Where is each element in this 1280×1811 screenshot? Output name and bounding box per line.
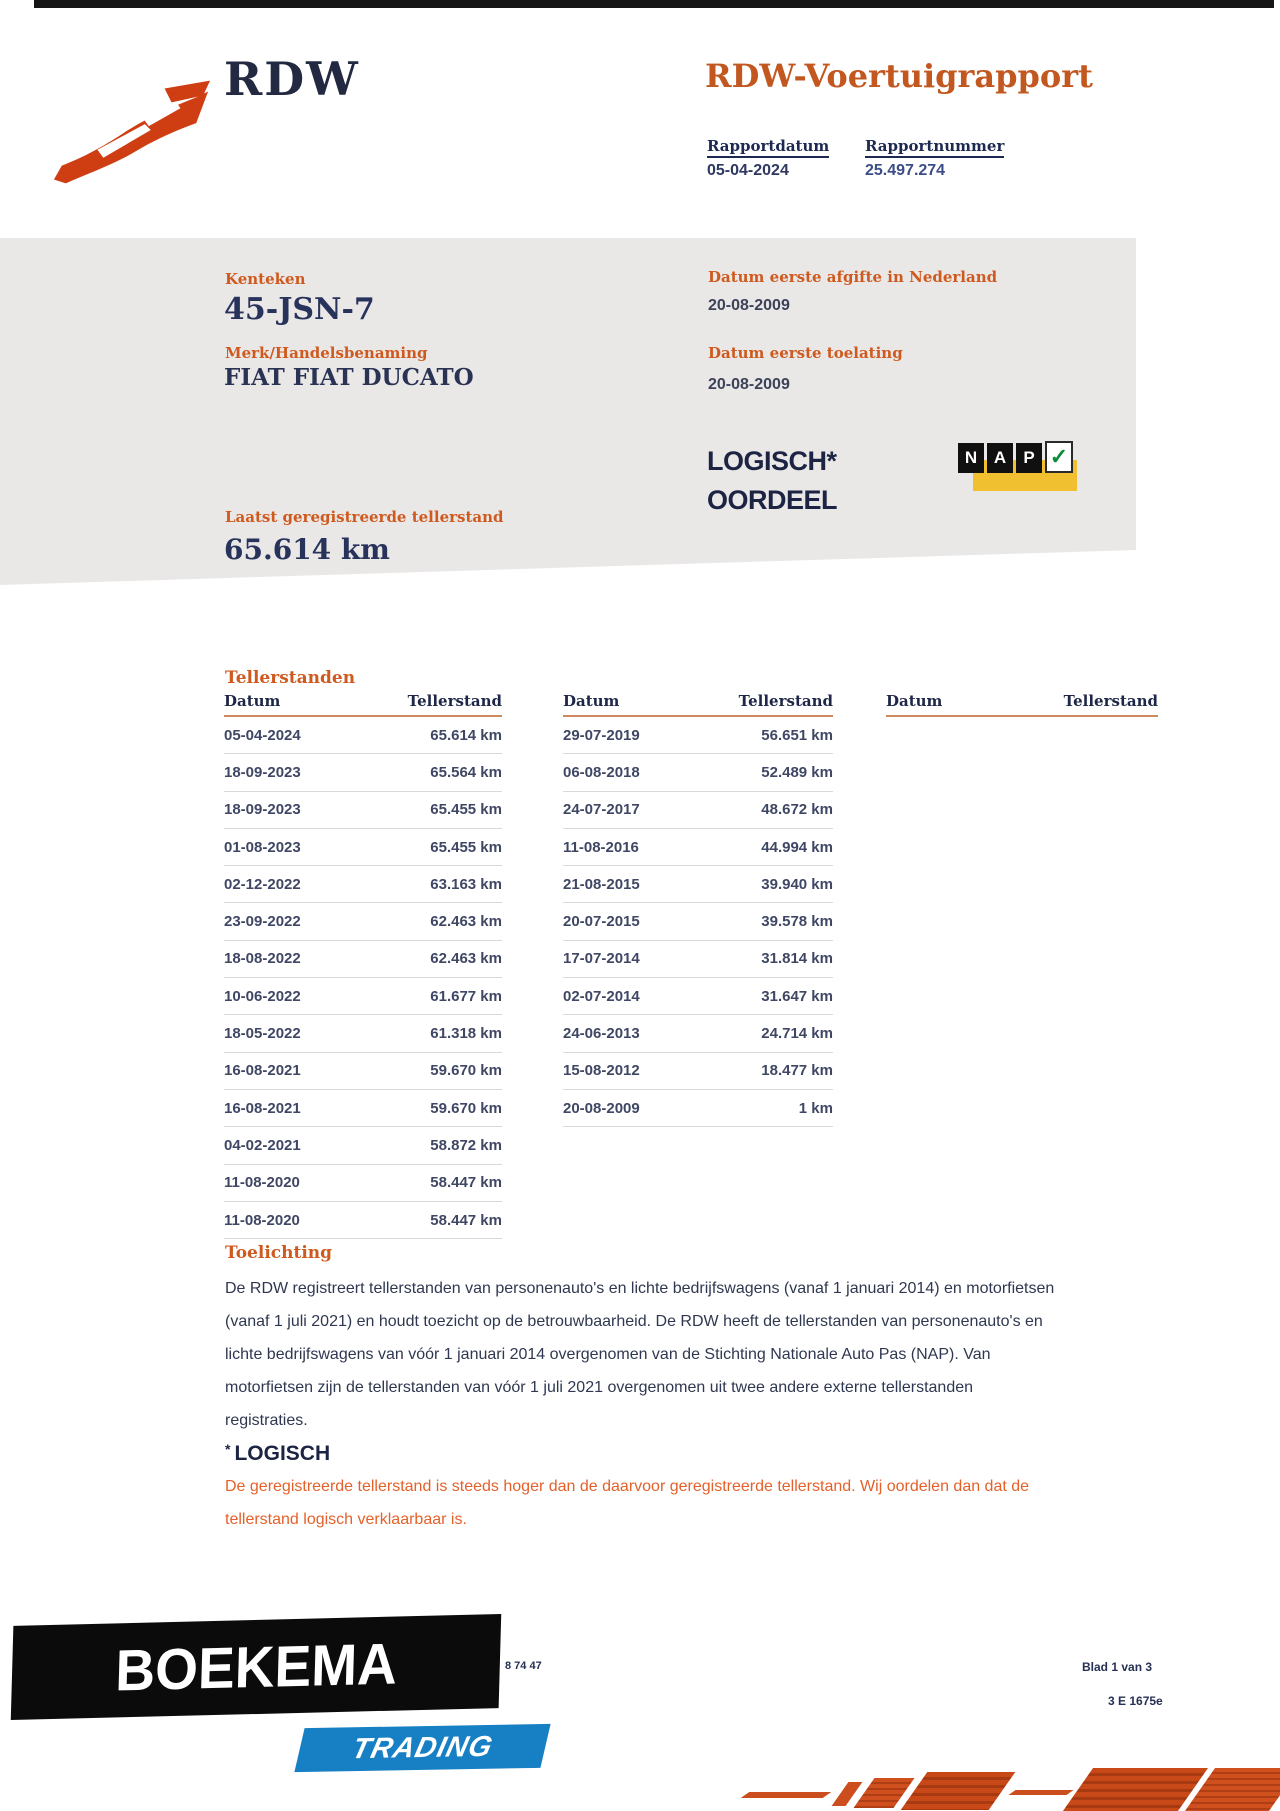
row-odometer: 59.670 km: [430, 1099, 502, 1117]
table-header: [563, 692, 833, 717]
row-odometer: 44.994 km: [761, 838, 833, 856]
row-date: 15-08-2012: [563, 1062, 640, 1080]
tellerstand-header: Tellerstand: [738, 692, 833, 710]
logisch-heading: * LOGISCH: [225, 1441, 331, 1465]
merk-label: Merk/Handelsbenaming: [225, 344, 428, 362]
table-row: [224, 1202, 502, 1239]
row-date: 18-05-2022: [224, 1025, 301, 1043]
row-date: 20-07-2015: [563, 913, 640, 931]
row-odometer: 1 km: [798, 1099, 833, 1117]
datum-header: Datum: [886, 692, 943, 710]
kenteken-label: Kenteken: [225, 270, 306, 288]
table-row: [563, 829, 833, 866]
row-date: 02-07-2014: [563, 987, 640, 1005]
table-row: [224, 717, 502, 754]
row-odometer: 39.578 km: [761, 913, 833, 931]
row-date: 11-08-2016: [563, 838, 639, 856]
row-odometer: 63.163 km: [430, 875, 502, 893]
row-date: 17-07-2014: [563, 950, 640, 968]
table-row: [224, 1165, 502, 1202]
toelating-label: Datum eerste toelating: [708, 344, 903, 362]
row-date: 16-08-2021: [224, 1062, 301, 1080]
row-odometer: 48.672 km: [761, 801, 833, 819]
laatst-tellerstand-label: Laatst geregistreerde tellerstand: [225, 508, 504, 526]
boekema-logo: [11, 1614, 501, 1720]
row-date: 24-06-2013: [563, 1025, 640, 1043]
table-row: [563, 1053, 833, 1090]
table-row: [563, 1090, 833, 1127]
row-odometer: 65.455 km: [430, 801, 502, 819]
toelichting-body: De RDW registreert tellerstanden van personenauto's en lichte bedrijfswagens (vanaf 1 januari 2014) en motorfietsen (vanaf 1 juli 2021) en houdt toezicht op de betrouwbaarheid. De RDW heeft de tellerstanden van personenauto's en lichte bedrijfswagens van vóór 1 januari 2014 overgenomen van de Stichting Nationale Auto Pas (NAP). Van motorfietsen zijn de tellerstanden van vóór 1 juli 2021 overgenomen uit twee andere externe tellerstanden registraties.: [225, 1280, 1055, 1429]
oordeel-line1: LOGISCH*: [707, 446, 837, 476]
row-odometer: 31.647 km: [761, 987, 833, 1005]
boekema-logo-text: BOEKEMA: [114, 1631, 398, 1703]
row-odometer: 39.940 km: [761, 875, 833, 893]
table-row: [224, 978, 502, 1015]
row-date: 10-06-2022: [224, 987, 301, 1005]
row-odometer: 24.714 km: [761, 1025, 833, 1043]
row-odometer: 65.455 km: [430, 838, 502, 856]
row-odometer: 62.463 km: [430, 950, 502, 968]
table-row: [224, 941, 502, 978]
row-date: 16-08-2021: [224, 1099, 301, 1117]
table-row: [224, 903, 502, 940]
row-odometer: 31.814 km: [761, 950, 833, 968]
table-row: [224, 866, 502, 903]
page-indicator: Blad 1 van 3: [1082, 1660, 1153, 1674]
tellerstanden-section-title: Tellerstanden: [225, 668, 356, 688]
table-row: [563, 717, 833, 754]
report-date-value: 05-04-2024: [707, 162, 789, 179]
table-header: [886, 692, 1158, 717]
table-row: [563, 941, 833, 978]
row-odometer: 65.614 km: [430, 726, 502, 744]
toelichting-title: Toelichting: [225, 1243, 333, 1263]
row-odometer: 59.670 km: [430, 1062, 502, 1080]
row-odometer: 58.447 km: [430, 1211, 502, 1229]
vehicle-summary-panel: [0, 238, 1136, 585]
stripe: [1008, 1790, 1073, 1795]
table-row: [563, 754, 833, 791]
row-odometer: 58.872 km: [430, 1136, 502, 1154]
row-date: 05-04-2024: [224, 726, 301, 744]
row-date: 04-02-2021: [224, 1136, 301, 1154]
table-row: [224, 792, 502, 829]
rdw-wordmark: RDW: [224, 52, 360, 106]
row-odometer: 65.564 km: [430, 763, 502, 781]
row-odometer: 56.651 km: [761, 726, 833, 744]
stripe: [741, 1792, 832, 1798]
table-row: [563, 792, 833, 829]
table-row: [563, 1015, 833, 1052]
nap-letter-a: A: [987, 443, 1013, 473]
table-body-1: [224, 717, 502, 1239]
row-date: 18-09-2023: [224, 801, 301, 819]
report-number-label: Rapportnummer: [865, 137, 1004, 156]
table-row: [224, 754, 502, 791]
table-header: [224, 692, 502, 717]
oordeel-line2: OORDEEL: [707, 485, 838, 515]
nap-checkmark-icon: ✓: [1045, 441, 1073, 473]
row-date: 02-12-2022: [224, 875, 301, 893]
logisch-asterisk: *: [225, 1441, 231, 1457]
table-row: [563, 866, 833, 903]
row-odometer: 52.489 km: [761, 763, 833, 781]
page-title: RDW-Voertuigrapport: [705, 57, 1093, 95]
row-odometer: 58.447 km: [430, 1174, 502, 1192]
table-row: [224, 1053, 502, 1090]
table-body-2: [563, 717, 833, 1127]
afgifte-label: Datum eerste afgifte in Nederland: [708, 268, 998, 286]
report-date-label: Rapportdatum: [707, 137, 829, 156]
laatst-tellerstand-value: 65.614 km: [224, 533, 390, 566]
row-date: 29-07-2019: [563, 726, 640, 744]
table-row: [224, 1127, 502, 1164]
trading-logo-text: TRADING: [349, 1730, 497, 1765]
tellerstand-header: Tellerstand: [1063, 692, 1158, 710]
toelating-value: 20-08-2009: [708, 376, 790, 393]
nap-letter-p: P: [1016, 443, 1042, 473]
partial-phone-text: 8 74 47: [505, 1660, 542, 1672]
row-date: 18-09-2023: [224, 763, 301, 781]
row-odometer: 61.318 km: [430, 1025, 502, 1043]
top-border-bar: [34, 0, 1274, 8]
row-date: 23-09-2022: [224, 913, 301, 931]
rdw-flag-icon: [48, 78, 216, 188]
odometer-column-3: [886, 692, 1158, 717]
row-date: 01-08-2023: [224, 838, 301, 856]
row-date: 24-07-2017: [563, 801, 640, 819]
table-row: [224, 829, 502, 866]
logisch-body: De geregistreerde tellerstand is steeds hoger dan de daarvoor geregistreerde tellerstand. Wij oordelen dan dat de tellerstand logisch verklaarbaar is.: [225, 1478, 1030, 1528]
row-date: 18-08-2022: [224, 950, 301, 968]
datum-header: Datum: [563, 692, 620, 710]
form-code: 3 E 1675e: [1108, 1694, 1163, 1708]
odometer-column-2: [563, 692, 833, 1127]
row-date: 11-08-2020: [224, 1174, 300, 1192]
odometer-column-1: [224, 692, 502, 1239]
row-date: 21-08-2015: [563, 875, 640, 893]
trading-logo: [294, 1724, 550, 1772]
row-odometer: 62.463 km: [430, 913, 502, 931]
datum-header: Datum: [224, 692, 281, 710]
table-row: [224, 1090, 502, 1127]
table-row: [563, 903, 833, 940]
table-row: [563, 978, 833, 1015]
row-date: 06-08-2018: [563, 763, 640, 781]
row-date: 11-08-2020: [224, 1211, 300, 1229]
stripe: [1063, 1768, 1208, 1811]
table-row: [224, 1015, 502, 1052]
nap-letter-n: N: [958, 443, 984, 473]
afgifte-value: 20-08-2009: [708, 297, 790, 314]
report-number-value: 25.497.274: [865, 162, 946, 179]
kenteken-value: 45-JSN-7: [224, 292, 375, 327]
stripe: [901, 1772, 1016, 1810]
tellerstand-header: Tellerstand: [407, 692, 502, 710]
row-odometer: 61.677 km: [430, 987, 502, 1005]
row-date: 20-08-2009: [563, 1099, 640, 1117]
row-odometer: 18.477 km: [761, 1062, 833, 1080]
merk-value: FIAT FIAT DUCATO: [224, 364, 474, 391]
